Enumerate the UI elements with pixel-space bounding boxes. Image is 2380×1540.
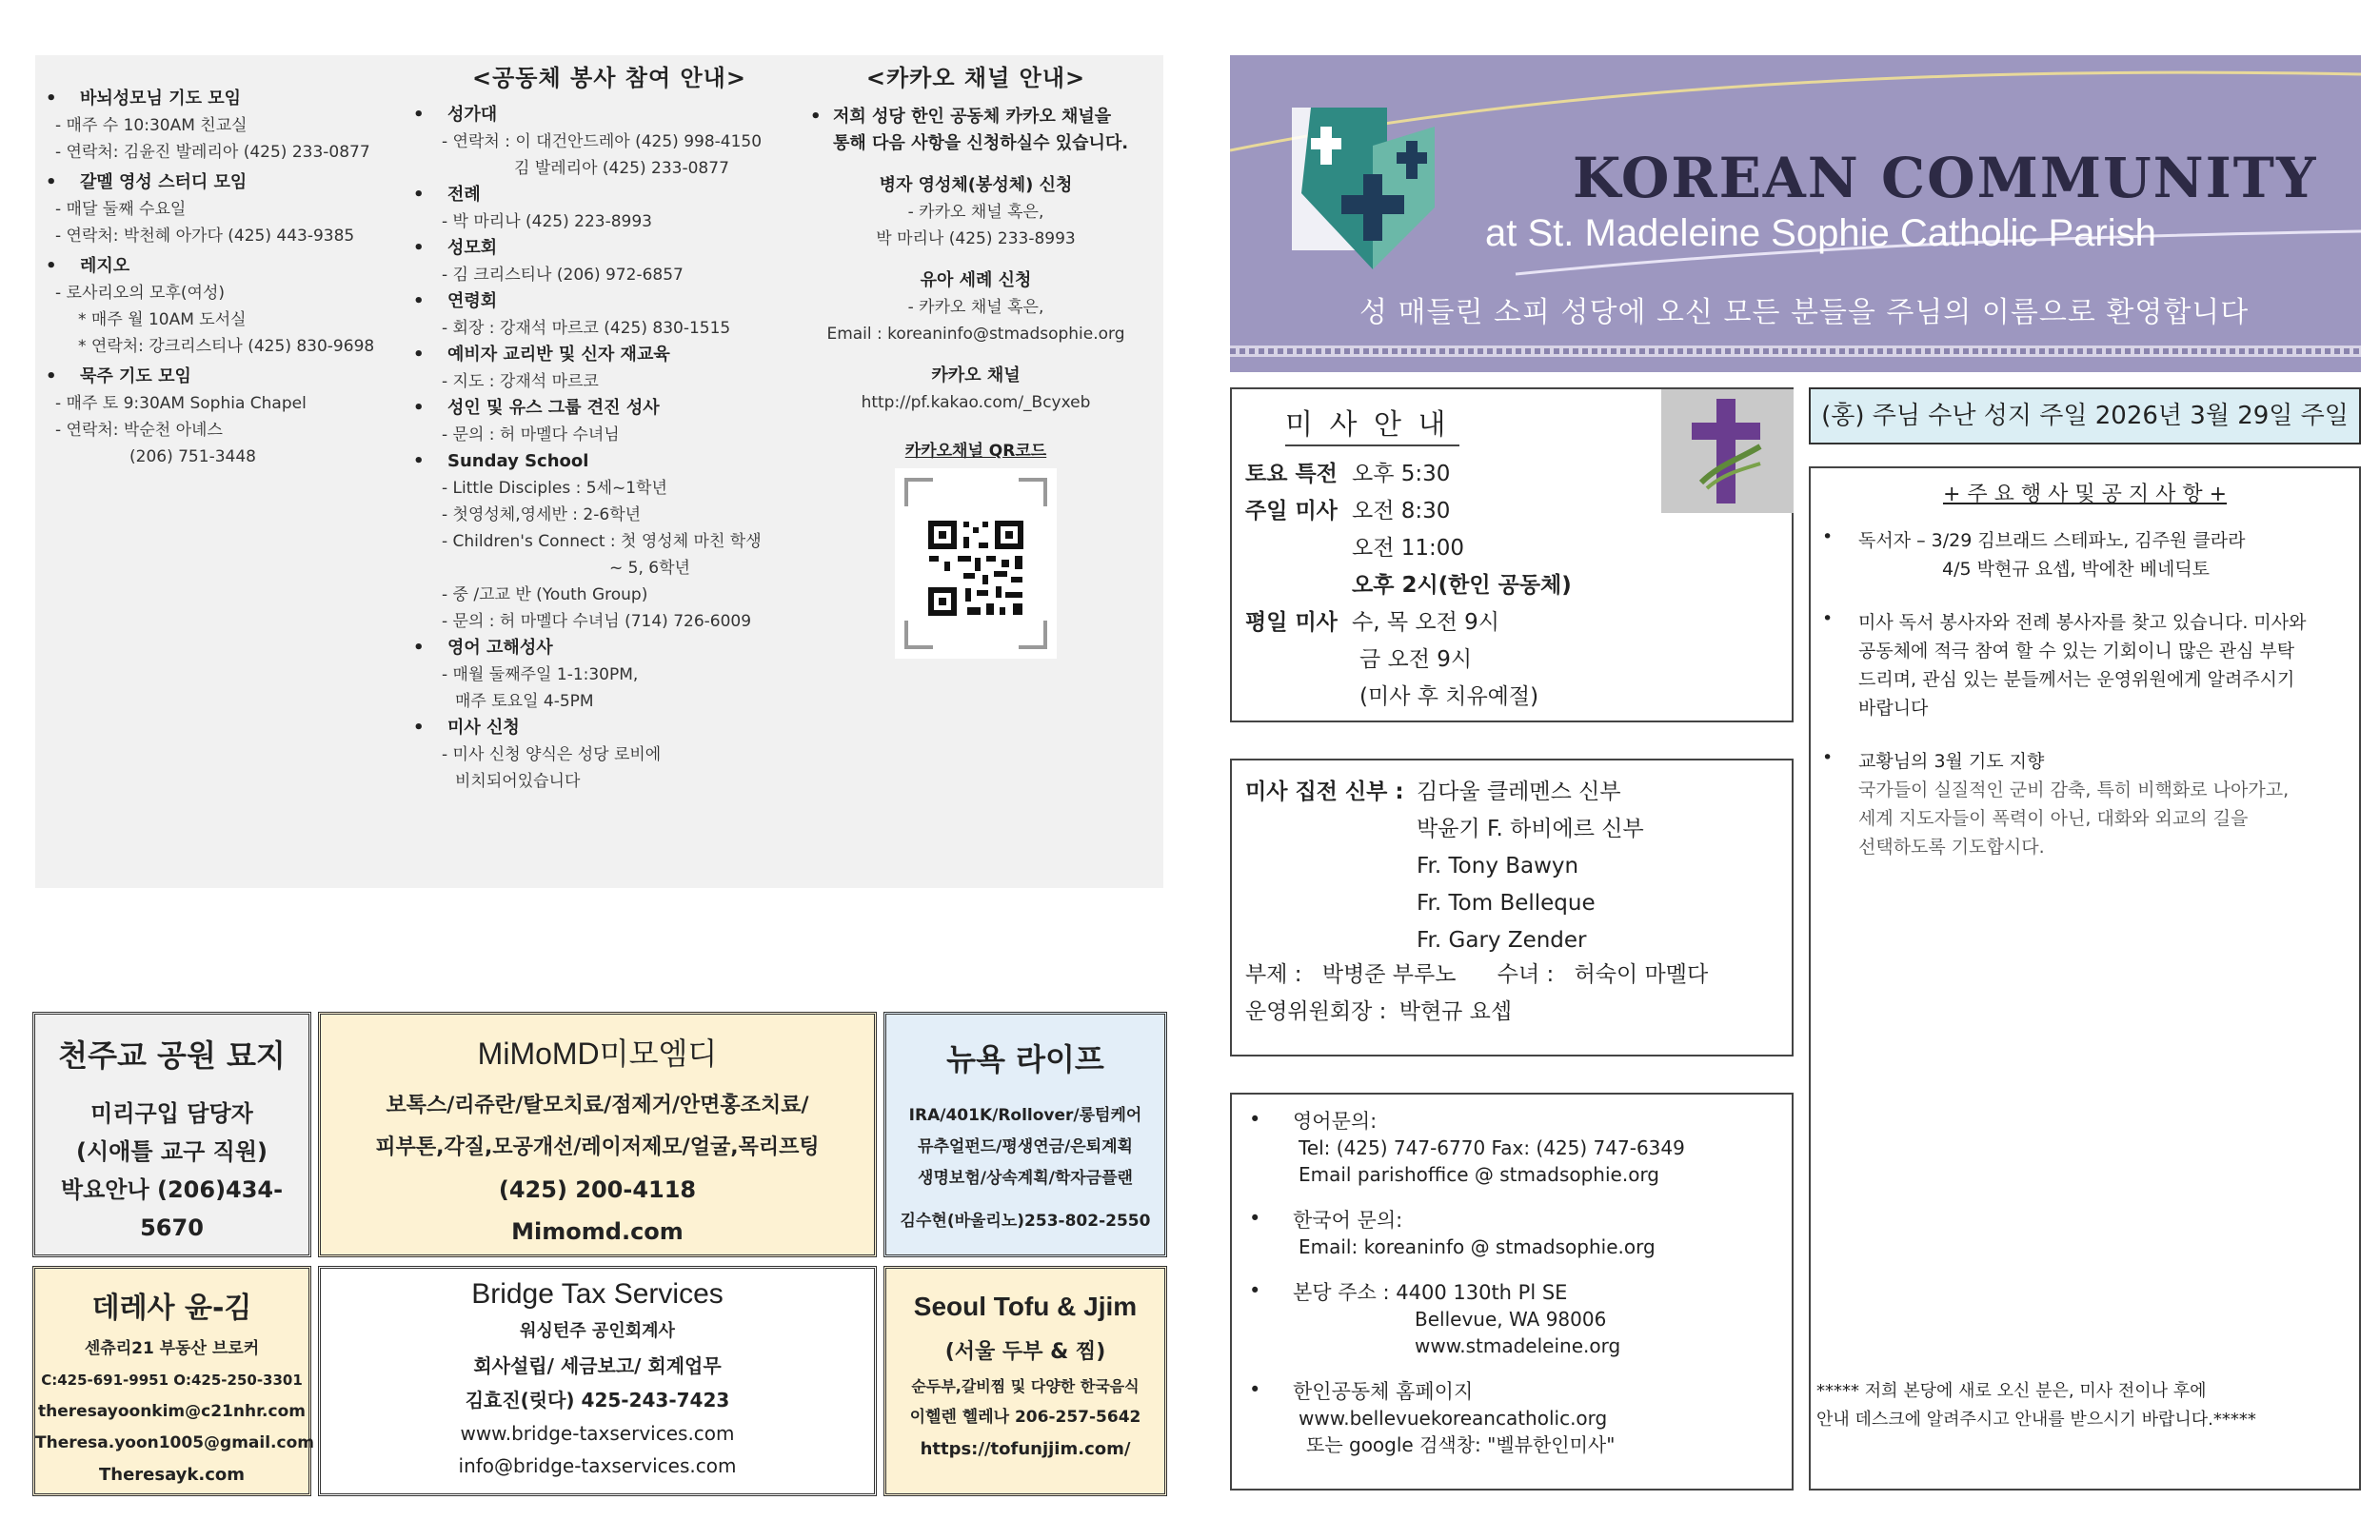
service-group-title: • 미사 신청 (409, 715, 809, 741)
banner-welcome: 성 매들린 소피 성당에 오신 모든 분들을 주님의 이름으로 환영합니다 (1359, 296, 2250, 329)
service-group (409, 235, 809, 288)
service-group-line: - Little Disciples : 5세~1학년 (442, 479, 667, 498)
service-group-title: • 전례 (409, 182, 809, 208)
sunday-date: (홍) 주님 수난 성지 주일 2026년 3월 29일 주일 (1821, 402, 2349, 430)
mass-row-time: 오후 2시(한인 공동체) (1352, 573, 1572, 598)
qr-code-icon (895, 468, 1057, 659)
prayer-group-line: - 매주 수 10:30AM 친교실 (55, 116, 248, 135)
ad-bridge-tax: Bridge Tax Services 워싱턴주 공인회계사 회사설립/ 세금보고/ 회계업무 김효진(릿다) 425-243-7423 www.bridge-taxservices.com info@bridge-taxservices.com (318, 1266, 877, 1496)
service-group-title: • 성가대 (409, 102, 809, 128)
ad-cemetery-title: 천주교 공원 묘지 (58, 1037, 286, 1074)
prayer-group-line: (206) 751-3448 (129, 447, 256, 466)
kakao-intro: • 저희 성당 한인 공동체 카카오 채널을 통해 다음 사항을 신청하실수 있습니다. (810, 107, 1129, 153)
service-group-line: - 중 /고교 반 (Youth Group) (442, 585, 648, 604)
ad-seoul-title: Seoul Tofu & Jjim (913, 1292, 1138, 1321)
prayer-group (42, 364, 423, 470)
clergy-box (1230, 759, 1794, 1056)
prayer-group-title: • 바뇌성모님 기도 모임 (42, 86, 423, 112)
contact-title: 본당 주소 : 4400 130th Pl SE (1293, 1281, 1568, 1304)
service-group-title: • 성모회 (409, 235, 809, 262)
contact-title: 한국어 문의: (1293, 1209, 1403, 1232)
prayer-group-line: - 연락처: 김윤진 발레리아 (425) 233-0877 (55, 143, 370, 162)
service-group (409, 395, 809, 448)
notice-line: 공동체에 적극 참여 할 수 있는 기회이니 많은 관심 부탁 (1858, 641, 2295, 661)
bullet-icon: • (1822, 608, 1834, 629)
service-group (409, 342, 809, 395)
service-group (409, 635, 809, 715)
service-group (409, 448, 809, 635)
contact-line: Email parishoffice @ stmadsophie.org (1299, 1163, 1660, 1186)
mass-schedule-title: 미 사 안 내 (1285, 401, 1459, 446)
service-group-line: ~ 5, 6학년 (609, 559, 690, 578)
mass-row (1245, 567, 1664, 604)
notice-item (1820, 608, 2350, 722)
contact-line: www.stmadeleine.org (1415, 1334, 1621, 1357)
ad-seoul-tofu: Seoul Tofu & Jjim (서울 두부 & 찜) 순두부,갈비찜 및 다양한 한국음식 이헬렌 헬레나 206-257-5642 https://tofunjjim.com/ (883, 1266, 1167, 1496)
prayer-group-title: • 레지오 (42, 253, 423, 280)
mass-row-time: 수, 목 오전 9시 (1352, 610, 1499, 635)
mass-schedule-rows (1245, 456, 1664, 716)
contact-title: 한인공동체 홈페이지 (1293, 1380, 1474, 1403)
mass-row-time: 오전 11:00 (1352, 536, 1465, 561)
deacon-sister-row (1245, 957, 1708, 988)
mass-row (1245, 604, 1664, 642)
service-group-line: - 박 마리나 (425) 223-8993 (442, 212, 652, 231)
prayer-group (42, 169, 423, 249)
service-group (409, 715, 809, 795)
chair-label: 운영위원회장 : (1245, 999, 1387, 1024)
service-group-line: - 미사 신청 양식은 성당 로비에 (442, 745, 662, 764)
kakao-heading: <카카오 채널 안내> (865, 65, 1086, 91)
service-group-line: - 첫영성체,영세반 : 2-6학년 (442, 505, 642, 524)
bullet-icon: • (1822, 747, 1834, 768)
mass-row (1245, 530, 1664, 567)
kakao-qr-code[interactable] (895, 468, 1057, 659)
deacon-name: 박병준 부루노 (1321, 962, 1457, 987)
service-group (409, 102, 809, 182)
bullet-icon: • (1822, 526, 1834, 547)
community-service-heading: <공동체 봉사 참여 안내> (472, 65, 746, 91)
prayer-group-line: - 로사리오의 모후(여성) (55, 284, 226, 303)
priest-name: 김다울 클레멘스 신부 (1417, 780, 1621, 804)
kakao-section-title: 유아 세례 신청 (920, 270, 1032, 290)
cross-icon (1661, 389, 1794, 513)
bullet-icon: • (1249, 1279, 1261, 1302)
ad-mimomd: MiMoMD미모엠디 보톡스/리쥬란/탈모치료/점제거/안면홍조치료/ 피부톤,각질,모공개선/레이저제모/얼굴,목리프팅 (425) 200-4118 Mimomd.com (318, 1012, 877, 1257)
contact-line: Email: koreaninfo @ stmadsophie.org (1299, 1235, 1656, 1258)
mass-row-time: (미사 후 치유예절) (1359, 684, 1539, 709)
parish-logo-icon (1282, 89, 1463, 279)
contact-box (1230, 1093, 1794, 1491)
prayer-group-line: - 연락처: 박천혜 아가다 (425) 443-9385 (55, 227, 355, 246)
service-group-title: • 영어 고해성사 (409, 635, 809, 661)
service-group-line: - 매월 둘째주일 1-1:30PM, (442, 665, 639, 684)
notice-line: 세계 지도자들이 폭력이 아닌, 대화와 외교의 길을 (1858, 808, 2249, 829)
mass-row-label: 평일 미사 (1245, 610, 1338, 635)
bullet-icon: • (1249, 1378, 1261, 1401)
notice-item (1820, 526, 2350, 583)
contact-item (1245, 1108, 1792, 1188)
prayer-group (42, 86, 423, 166)
ad-mimomd-title: MiMoMD미모엠디 (477, 1037, 718, 1071)
prayer-group-title: • 묵주 기도 모임 (42, 364, 423, 390)
contact-line: Tel: (425) 747-6770 Fax: (425) 747-6349 (1299, 1136, 1685, 1159)
ad-newyork-life: 뉴욕 라이프 IRA/401K/Rollover/롱텀케어 뮤추얼펀드/평생연금/은퇴계획 생명보험/상속계획/학자금플랜 김수현(바울리노)253-802-2550 (883, 1012, 1167, 1257)
community-service-column (409, 59, 809, 795)
chair-row (1245, 994, 1512, 1025)
notice-item (1820, 747, 2350, 861)
sister-label: 수녀 : (1497, 962, 1555, 987)
clergy-label: 미사 집전 신부 : (1245, 780, 1404, 804)
banner-title: KOREAN COMMUNITY (1573, 146, 2318, 210)
service-group-line: 매주 토요일 4-5PM (455, 692, 594, 711)
contact-line: 또는 google 검색창: "벨뷰한인미사" (1306, 1433, 1616, 1456)
kakao-section (804, 267, 1147, 347)
bullet-icon: • (1249, 1207, 1261, 1230)
priest-name: Fr. Tony Bawyn (1417, 854, 1579, 879)
mass-row (1245, 493, 1664, 530)
priest-name: 박윤기 F. 하비에르 신부 (1417, 817, 1644, 841)
service-group-line: 비치되어있습니다 (455, 772, 581, 791)
mass-row-label: 주일 미사 (1245, 499, 1338, 523)
kakao-section-line: http://pf.kakao.com/_Bcyxeb (861, 393, 1091, 412)
kakao-channel-column (804, 59, 1147, 659)
kakao-section-line: Email : koreaninfo@stmadsophie.org (826, 325, 1125, 344)
contact-item (1245, 1378, 1792, 1458)
kakao-qr-label: 카카오채널 QR코드 (904, 442, 1047, 461)
notice-line: 선택하도록 기도합시다. (1858, 837, 2045, 858)
contact-title: 영어문의: (1293, 1110, 1378, 1133)
notice-line: 국가들이 실질적인 군비 감축, 특히 비핵화로 나아가고, (1858, 780, 2290, 800)
bullet-icon: • (1249, 1108, 1261, 1131)
ad-cemetery: 천주교 공원 묘지 미리구입 담당자 (시애틀 교구 직원) 박요안나 (206)434-5670 (32, 1012, 311, 1257)
notice-line: 드리며, 관심 있는 분들께서는 운영위원에게 알려주시기 (1858, 669, 2295, 690)
ad-bridge-title: Bridge Tax Services (471, 1278, 724, 1310)
mass-schedule-box (1230, 387, 1794, 722)
kakao-section (804, 172, 1147, 252)
notices-title: + 주 요 행 사 및 공 지 사 항 + (1942, 483, 2228, 506)
prayer-group (42, 253, 423, 360)
mass-row-time: 오전 8:30 (1352, 499, 1451, 523)
mass-row-time: 금 오전 9시 (1359, 647, 1473, 672)
prayer-group-title: • 갈멜 영성 스터디 모임 (42, 169, 423, 196)
kakao-section-line: 박 마리나 (425) 233-8993 (876, 229, 1076, 248)
notice-line: 바랍니다 (1858, 698, 1929, 719)
kakao-section-line: - 카카오 채널 혹은, (907, 298, 1044, 317)
priest-list (1417, 774, 1644, 959)
mass-row-time: 오후 5:30 (1352, 462, 1451, 486)
banner-subtitle: at St. Madeleine Sophie Catholic Parish (1485, 212, 2156, 254)
service-group-line: - 지도 : 강재석 마르코 (442, 372, 599, 391)
service-group-title: • 예비자 교리반 및 신자 재교육 (409, 342, 809, 368)
service-group-line: 김 발레리아 (425) 233-0877 (514, 159, 729, 178)
banner (1230, 55, 2361, 372)
contact-item (1245, 1207, 1792, 1260)
service-group-line: - 회장 : 강재석 마르코 (425) 830-1515 (442, 319, 731, 338)
notices-box (1809, 466, 2361, 1491)
service-group-title: • 연령회 (409, 288, 809, 315)
prayer-group-line: * 연락처: 강크리스티나 (425) 830-9698 (78, 337, 375, 356)
prayer-group-line: - 매달 둘째 수요일 (55, 200, 187, 219)
service-group-title: • 성인 및 유스 그룹 견진 성사 (409, 395, 809, 422)
service-group-line: - 김 크리스티나 (206) 972-6857 (442, 266, 684, 285)
deacon-label: 부제 : (1245, 962, 1302, 987)
service-group (409, 288, 809, 342)
priest-name: Fr. Tom Belleque (1417, 891, 1596, 916)
notices-footer: ***** 저희 본당에 새로 오신 분은, 미사 전이나 후에 안내 데스크에 알려주시고 안내를 받으시기 바랍니다.***** (1816, 1381, 2256, 1430)
mass-row (1245, 642, 1664, 679)
service-group-line: - 연락처 : 이 대건안드레아 (425) 998-4150 (442, 132, 763, 151)
prayer-group-line: * 매주 월 10AM 도서실 (78, 310, 247, 329)
kakao-section (804, 363, 1147, 416)
notice-line: 교황님의 3월 기도 지향 (1858, 751, 2045, 772)
prayer-group-line: - 매주 토 9:30AM Sophia Chapel (55, 394, 307, 413)
notice-line: 독서자 – 3/29 김브래드 스테파노, 김주원 클라라 (1858, 530, 2246, 551)
notice-line: 4/5 박현규 요셉, 박에찬 베네딕토 (1942, 559, 2211, 580)
sunday-date-box (1809, 387, 2361, 444)
prayer-groups-column (42, 86, 423, 474)
contact-line: Bellevue, WA 98006 (1415, 1308, 1607, 1331)
contact-line: www.bellevuekoreancatholic.org (1299, 1407, 1608, 1430)
service-group-line: - Children's Connect : 첫 영성체 마친 학생 (442, 532, 762, 551)
mass-row (1245, 456, 1664, 493)
ad-newyork-title: 뉴욕 라이프 (946, 1041, 1104, 1077)
mass-row-label: 토요 특전 (1245, 462, 1338, 486)
kakao-section-line: - 카카오 채널 혹은, (907, 203, 1044, 222)
service-group (409, 182, 809, 235)
chair-name: 박현규 요셉 (1398, 999, 1513, 1024)
sister-name: 허숙이 마멜다 (1574, 962, 1709, 987)
service-group-title: • Sunday School (409, 448, 809, 475)
ad-teresa: 데레사 윤-김 센츄리21 부동산 브로커 C:425-691-9951 O:425-250-3301 theresayoonkim@c21nhr.com Theresa.yoon1005@gmail.com Theresayk.com (32, 1266, 311, 1496)
prayer-group-line: - 연락처: 박순천 아녜스 (55, 421, 223, 440)
kakao-section-title: 카카오 채널 (931, 365, 1021, 385)
priest-name: Fr. Gary Zender (1417, 928, 1587, 953)
kakao-section-title: 병자 영성체(봉성체) 신청 (879, 175, 1073, 195)
contact-item (1245, 1279, 1792, 1359)
lent-cross-image (1661, 389, 1794, 513)
service-group-line: - 문의 : 허 마멜다 수녀님 (714) 726-6009 (442, 612, 752, 631)
mass-row (1245, 679, 1664, 716)
ad-teresa-title: 데레사 윤-김 (91, 1292, 252, 1325)
service-group-line: - 문의 : 허 마멜다 수녀님 (442, 425, 620, 444)
notice-line: 미사 독서 봉사자와 전례 봉사자를 찾고 있습니다. 미사와 (1858, 612, 2307, 633)
